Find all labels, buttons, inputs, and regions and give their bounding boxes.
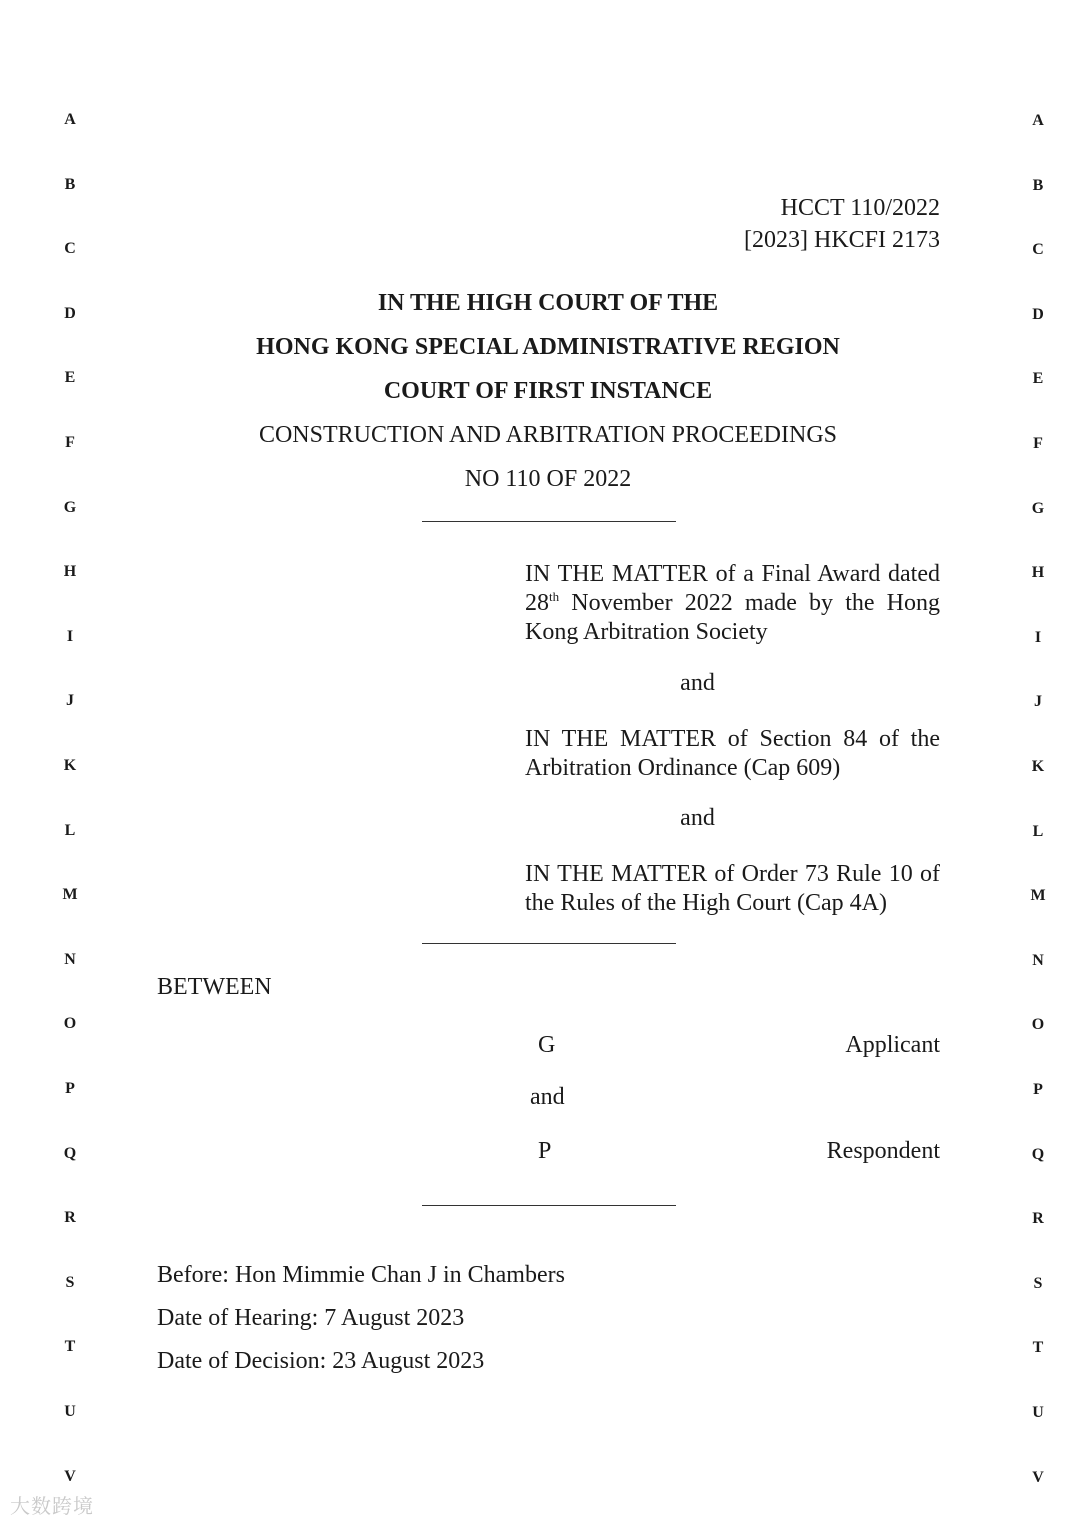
matter-final-award bbox=[525, 560, 940, 647]
margin-letter-f: F bbox=[1033, 435, 1043, 452]
divider-line bbox=[422, 1205, 676, 1206]
action-number: HCCT 110/2022 bbox=[780, 195, 940, 221]
margin-letter-p: P bbox=[65, 1080, 75, 1097]
respondent-name: P bbox=[538, 1138, 552, 1164]
margin-letter-e: E bbox=[1032, 370, 1044, 388]
matter-final-award-text-2: November 2022 made by the Hong Kong Arbitration Society bbox=[525, 590, 940, 645]
and-connector: and bbox=[680, 805, 715, 831]
court-heading-line2: HONG KONG SPECIAL ADMINISTRATIVE REGION bbox=[256, 334, 840, 360]
date-of-hearing: Date of Hearing: 7 August 2023 bbox=[157, 1305, 465, 1331]
before-judge: Before: Hon Mimmie Chan J in Chambers bbox=[157, 1262, 565, 1288]
watermark-logo: 大数跨境 bbox=[10, 1494, 94, 1518]
margin-letter-s: S bbox=[1033, 1274, 1043, 1292]
margin-letter-t: T bbox=[1032, 1339, 1044, 1357]
court-heading-line3: COURT OF FIRST INSTANCE bbox=[383, 378, 713, 404]
neutral-citation: [2023] HKCFI 2173 bbox=[744, 227, 940, 253]
matter-order-73: IN THE MATTER of Order 73 Rule 10 of the Rules of the High Court (Cap 4A) bbox=[525, 861, 940, 916]
margin-letter-e: E bbox=[64, 369, 76, 387]
margin-letter-r: R bbox=[64, 1209, 76, 1227]
proceedings-number: NO 110 OF 2022 bbox=[464, 466, 632, 492]
margin-letter-d: D bbox=[1032, 305, 1044, 323]
margin-letter-c: C bbox=[1032, 241, 1044, 259]
margin-letter-k: K bbox=[63, 757, 77, 774]
margin-letter-p: P bbox=[1033, 1081, 1043, 1098]
and-connector: and bbox=[680, 670, 715, 696]
matter-section-84: IN THE MATTER of Section 84 of the Arbitration Ordinance (Cap 609) bbox=[525, 726, 940, 781]
margin-letter-a: A bbox=[1032, 112, 1044, 129]
margin-letter-i: I bbox=[1034, 628, 1042, 646]
divider-line bbox=[422, 943, 676, 944]
margin-letter-g: G bbox=[1031, 499, 1045, 517]
matter-final-award-text-1: IN THE MATTER of a Final Award dated 28 bbox=[525, 561, 940, 616]
margin-letter-v: V bbox=[1032, 1468, 1044, 1486]
margin-letter-m: M bbox=[62, 886, 78, 904]
date-of-decision: Date of Decision: 23 August 2023 bbox=[157, 1348, 485, 1374]
margin-letter-f: F bbox=[65, 434, 75, 451]
applicant-name: G bbox=[538, 1032, 556, 1058]
margin-letter-h: H bbox=[1031, 564, 1045, 582]
margin-letter-m: M bbox=[1030, 887, 1046, 905]
court-heading-line1: IN THE HIGH COURT OF THE bbox=[377, 290, 719, 316]
between-label: BETWEEN bbox=[157, 974, 272, 1000]
margin-letter-l: L bbox=[1032, 822, 1044, 840]
margin-letter-t: T bbox=[64, 1338, 76, 1356]
parties-and: and bbox=[530, 1084, 565, 1110]
margin-letter-n: N bbox=[1032, 951, 1044, 969]
margin-letter-n: N bbox=[64, 950, 76, 968]
margin-letter-s: S bbox=[65, 1273, 75, 1291]
margin-letter-c: C bbox=[64, 240, 76, 258]
margin-letter-o: O bbox=[1031, 1016, 1045, 1034]
margin-letter-l: L bbox=[64, 821, 76, 839]
margin-letter-q: Q bbox=[63, 1144, 77, 1162]
margin-letter-a: A bbox=[64, 111, 76, 128]
margin-letter-r: R bbox=[1032, 1210, 1044, 1228]
margin-letter-d: D bbox=[64, 304, 76, 322]
margin-letter-u: U bbox=[64, 1403, 76, 1420]
ordinal-suffix: th bbox=[549, 589, 560, 604]
margin-letter-q: Q bbox=[1031, 1145, 1045, 1163]
divider-line bbox=[422, 521, 676, 522]
margin-letter-b: B bbox=[64, 175, 76, 193]
margin-letter-i: I bbox=[66, 627, 74, 645]
applicant-role: Applicant bbox=[845, 1032, 940, 1058]
margin-letter-j: J bbox=[66, 692, 74, 710]
margin-letter-g: G bbox=[63, 498, 77, 516]
margin-letter-u: U bbox=[1032, 1404, 1044, 1421]
margin-letter-h: H bbox=[63, 563, 77, 581]
margin-letter-j: J bbox=[1034, 693, 1042, 711]
margin-letter-b: B bbox=[1032, 176, 1044, 194]
respondent-role: Respondent bbox=[826, 1138, 940, 1164]
margin-letter-v: V bbox=[64, 1467, 76, 1485]
case-reference bbox=[744, 192, 940, 256]
margin-letter-o: O bbox=[63, 1015, 77, 1033]
proceedings-type: CONSTRUCTION AND ARBITRATION PROCEEDINGS bbox=[258, 422, 838, 448]
margin-letter-k: K bbox=[1031, 758, 1045, 775]
